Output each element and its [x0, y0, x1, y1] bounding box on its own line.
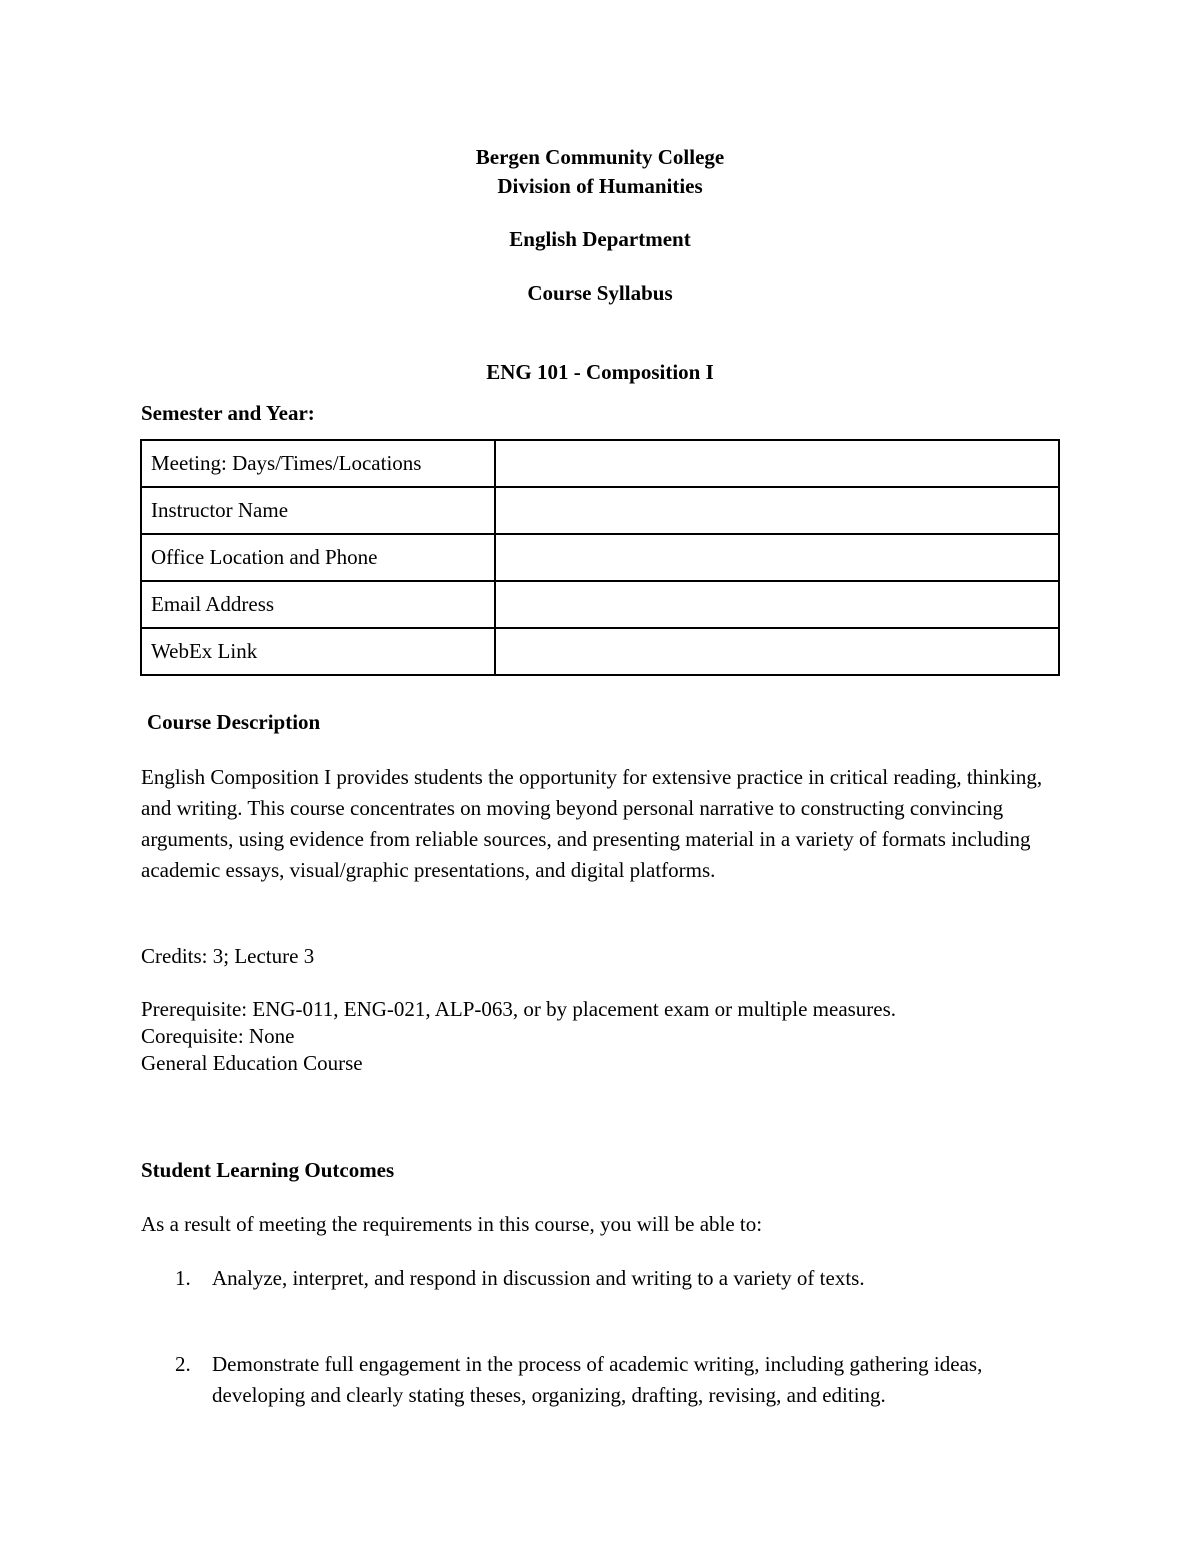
list-item — [141, 1349, 1061, 1411]
department-name: English Department — [509, 227, 691, 251]
row-label: Email Address — [141, 581, 495, 628]
row-label: WebEx Link — [141, 628, 495, 675]
outcome-list-continued — [141, 1349, 1061, 1411]
table-row — [141, 534, 1059, 581]
prerequisite-text: Prerequisite: ENG-011, ENG-021, ALP-063, or by placement exam or multiple measures. — [141, 997, 897, 1021]
row-value — [495, 440, 1059, 487]
document-title: Course Syllabus — [527, 281, 673, 305]
outcome-number: 1. — [175, 1266, 191, 1290]
outcome-list — [141, 1263, 1061, 1294]
row-value — [495, 534, 1059, 581]
semester-label: Semester and Year: — [141, 401, 315, 425]
division-name: Division of Humanities — [497, 174, 703, 198]
learning-outcomes-intro: As a result of meeting the requirements in this course, you will be able to: — [141, 1212, 763, 1236]
outcome-text: Demonstrate full engagement in the process of academic writing, including gathering ideas, developing and clearly stating theses, organizing, drafting, revising, and editing. — [212, 1352, 983, 1407]
course-title: ENG 101 - Composition I — [486, 360, 714, 384]
outcome-number: 2. — [175, 1352, 191, 1376]
row-label: Instructor Name — [141, 487, 495, 534]
table-row — [141, 440, 1059, 487]
college-name: Bergen Community College — [475, 145, 725, 169]
credits-text: Credits: 3; Lecture 3 — [141, 944, 315, 968]
table-row — [141, 581, 1059, 628]
corequisite-text: Corequisite: None — [141, 1024, 295, 1048]
course-info-table — [140, 439, 1060, 676]
row-value — [495, 487, 1059, 534]
table-row — [141, 628, 1059, 675]
course-description-heading: Course Description — [147, 710, 321, 734]
row-value — [495, 628, 1059, 675]
row-value — [495, 581, 1059, 628]
learning-outcomes-heading: Student Learning Outcomes — [141, 1158, 395, 1182]
gen-ed-text: General Education Course — [141, 1051, 363, 1075]
course-description-body: English Composition I provides students the opportunity for extensive practice in critical reading, thinking, and writing. This course concentrates on moving beyond personal narrative to constructing convincing arguments, using evidence from reliable sources, and presenting material in a variety of formats including academic essays, visual/graphic presentations, and digital platforms. — [141, 765, 1043, 882]
outcome-text: Analyze, interpret, and respond in discussion and writing to a variety of texts. — [212, 1266, 865, 1290]
list-item — [141, 1263, 1061, 1294]
row-label: Office Location and Phone — [141, 534, 495, 581]
table-row — [141, 487, 1059, 534]
row-label: Meeting: Days/Times/Locations — [141, 440, 495, 487]
